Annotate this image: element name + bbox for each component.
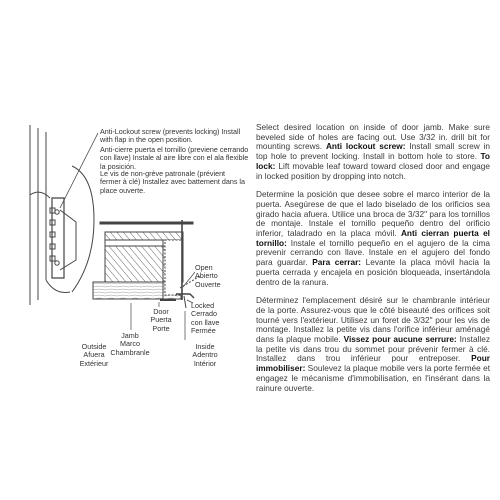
callout-fr: Le vis de non-grève patronale (prévient fermer à clé) Installez avec battement dans la place ouverte.: [100, 169, 246, 195]
callout-es: Anti-cierre puerta el tornillo (previene cerrando con llave) Instale al aire libre con el ala flexible la posición.: [100, 145, 249, 171]
es-step-screw: Instale el tornillo pequeño en el agujero de la cima prevenir cerrando con llave. Instale en el agujero del fondo para guardar.: [256, 237, 490, 268]
label-outside-es: Afuera: [83, 350, 105, 360]
label-door-fr: Porte: [152, 323, 170, 333]
label-locked-es: Cerrado: [191, 309, 217, 319]
es-heading-lock: Para cerrar:: [312, 257, 362, 268]
label-locked: [191, 302, 219, 335]
es-step-lock: Levante la placa móvil hacia la puerta cerrada y encajela en posición bloqueada, insertándola dentro de la ranura.: [256, 257, 490, 287]
label-locked-es2: con llave: [191, 317, 220, 327]
label-door-en: Door: [153, 307, 169, 316]
label-inside: [180, 343, 230, 368]
label-locked-en: Locked: [191, 301, 215, 310]
label-open-en: Open: [195, 263, 213, 272]
instructions-fr: [256, 296, 490, 393]
label-open-es: Abierto: [195, 271, 218, 281]
en-heading-anti-lockout: Anti lockout screw:: [325, 141, 406, 152]
en-step-screw: Install small screw in top hole to prevent locking. Install in bottom hole to store.: [256, 141, 491, 162]
label-inside-en: Inside: [195, 342, 215, 351]
instructions-column: [256, 123, 490, 402]
instructions-en: [256, 123, 490, 181]
fr-heading-lock: Pour immobiliser:: [256, 353, 490, 374]
label-outside-en: Outside: [81, 342, 107, 351]
fr-step-lock: Soulevez la plaque mobile vers la porte fermée et engagez le mécanisme d'immobilisation, en l'insérant dans la rainure ouverte.: [256, 363, 490, 393]
label-door-es: Puerta: [150, 315, 172, 325]
es-heading-anti-lockout: Anti cierran puerta el tornillo:: [256, 228, 490, 248]
instructions-es: [256, 190, 490, 287]
callout-en: Anti-Lockout screw (prevents locking) Install with flap in the open position.: [100, 127, 241, 145]
label-open: [195, 264, 221, 289]
label-jamb-fr: Chambranle: [110, 347, 150, 357]
label-outside: [70, 343, 118, 368]
fr-step-location: Déterminez l'emplacement désiré sur le chambranle intérieur de la porte. Assurez-vous que le côté biseauté des orifices soit tourné vers l'extérieur. Utilisez un foret de 3/32" pour les vis de montage. Installez la petite vis dans l'orifice inférieur aménagé dans la plaque mobile.: [256, 295, 490, 345]
en-step-location: Select desired location on inside of door jamb. Make sure beveled side of holes are facing out. Use 3/32 in. drill bit for mounting screws.: [256, 122, 490, 152]
label-jamb-es: Marco: [120, 339, 140, 349]
fr-heading-anti-lockout: Vissez pour aucune serrure:: [343, 334, 457, 345]
fr-step-screw: Installez la petite vis dans trou du sommet pour prévenir fermer à clé. Installez dans trou inférieur pour entreposer.: [256, 334, 491, 364]
label-open-fr: Ouverte: [195, 279, 221, 289]
es-step-location: Determine la posición que desee sobre el marco interior de la puerta. Asegúrese de que el lado biselado de los orificios sea girado hacia afuera. Utilice una broca de 3/32" para los tornillos de montaje. Instale el tornillo pequeño dentro del orificio inferior, taladrado en la placa móvil.: [256, 189, 490, 239]
en-step-lock: Lift movable leaf toward toward closed door and engage in locked position by dropping into notch.: [256, 160, 491, 181]
label-outside-fr: Extérieur: [79, 358, 109, 368]
label-jamb-en: Jamb: [121, 331, 139, 340]
label-inside-es: Adentro: [192, 350, 218, 360]
label-inside-fr: Intérior: [193, 358, 217, 368]
frame-cross-section: [93, 220, 200, 308]
label-locked-fr: Fermée: [191, 325, 216, 335]
label-door: [146, 308, 176, 333]
en-heading-lock: To lock:: [256, 151, 490, 171]
jamb-closeup: [30, 125, 94, 305]
